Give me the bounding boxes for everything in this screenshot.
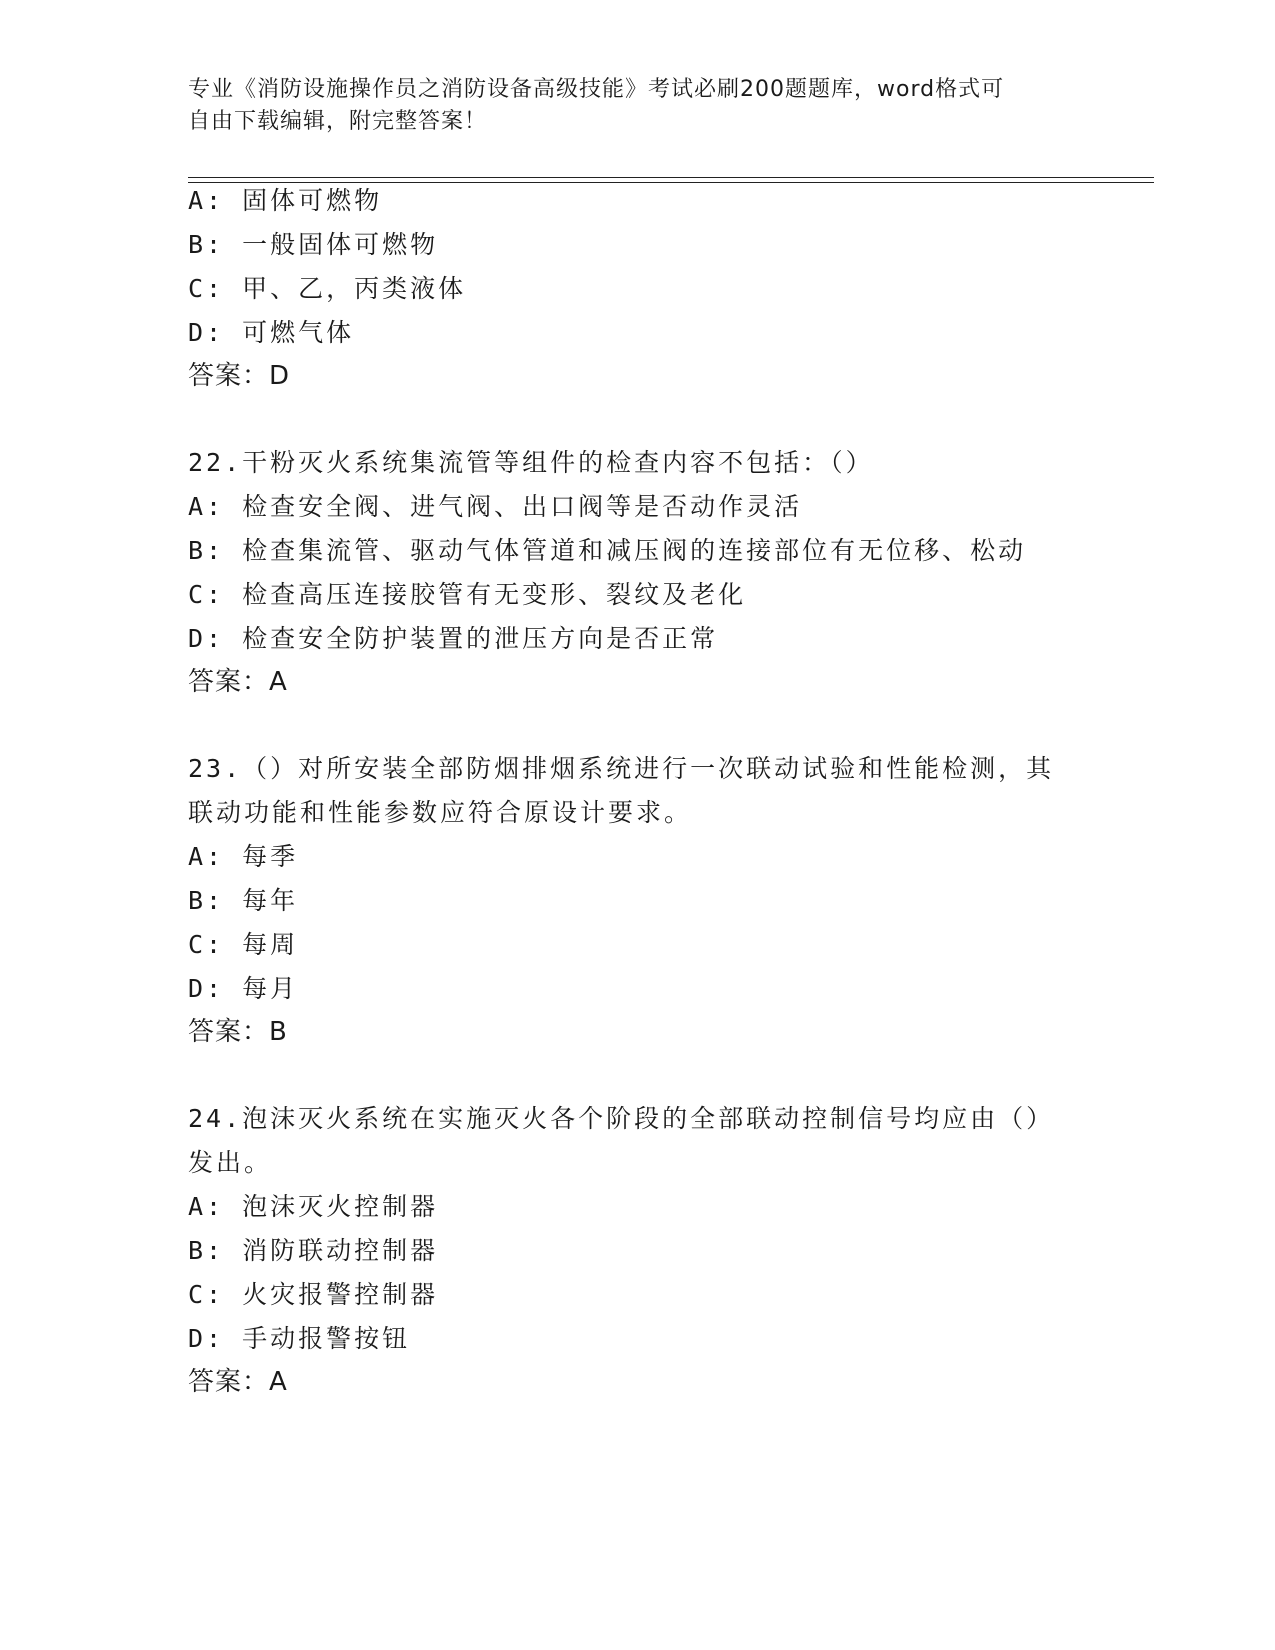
q21-option-b: B: 一般固体可燃物 — [188, 230, 439, 259]
header-divider-bottom — [188, 182, 1154, 183]
q24-stem-line-2: 发出。 — [188, 1148, 273, 1177]
q24-option-b: B: 消防联动控制器 — [188, 1236, 439, 1265]
q23-stem-line-1: 23.（）对所安装全部防烟排烟系统进行一次联动试验和性能检测，其 — [188, 754, 1055, 783]
q22-answer: 答案：A — [188, 667, 288, 697]
q22-option-d: D: 检查安全防护装置的泄压方向是否正常 — [188, 624, 719, 653]
header-divider-top — [188, 177, 1154, 178]
q23-answer: 答案：B — [188, 1017, 288, 1047]
q23-option-a: A: 每季 — [188, 842, 299, 871]
document-header — [188, 74, 1088, 138]
q21-answer: 答案：D — [188, 361, 291, 391]
q24-option-c: C: 火灾报警控制器 — [188, 1280, 439, 1309]
q24-stem-line-1: 24.泡沫灭火系统在实施灭火各个阶段的全部联动控制信号均应由（） — [188, 1104, 1055, 1133]
q23-option-b: B: 每年 — [188, 886, 299, 915]
header-line-1: 专业《消防设施操作员之消防设备高级技能》考试必刷200题题库，word格式可 — [188, 77, 1005, 102]
q22-stem: 22.干粉灭火系统集流管等组件的检查内容不包括：（） — [188, 448, 874, 477]
header-line-2: 自由下载编辑，附完整答案！ — [188, 109, 488, 134]
q24-option-d: D: 手动报警按钮 — [188, 1324, 411, 1353]
q21-option-a: A: 固体可燃物 — [188, 186, 383, 215]
q21-option-c: C: 甲、乙，丙类液体 — [188, 274, 467, 303]
q22-option-c: C: 检查高压连接胶管有无变形、裂纹及老化 — [188, 580, 747, 609]
q23-option-d: D: 每月 — [188, 974, 299, 1003]
q21-option-d: D: 可燃气体 — [188, 318, 355, 347]
q24-option-a: A: 泡沫灭火控制器 — [188, 1192, 439, 1221]
q22-option-a: A: 检查安全阀、进气阀、出口阀等是否动作灵活 — [188, 492, 803, 521]
q23-option-c: C: 每周 — [188, 930, 299, 959]
q24-answer: 答案：A — [188, 1367, 288, 1397]
q22-option-b: B: 检查集流管、驱动气体管道和减压阀的连接部位有无位移、松动 — [188, 536, 1027, 565]
q23-stem-line-2: 联动功能和性能参数应符合原设计要求。 — [188, 798, 693, 827]
